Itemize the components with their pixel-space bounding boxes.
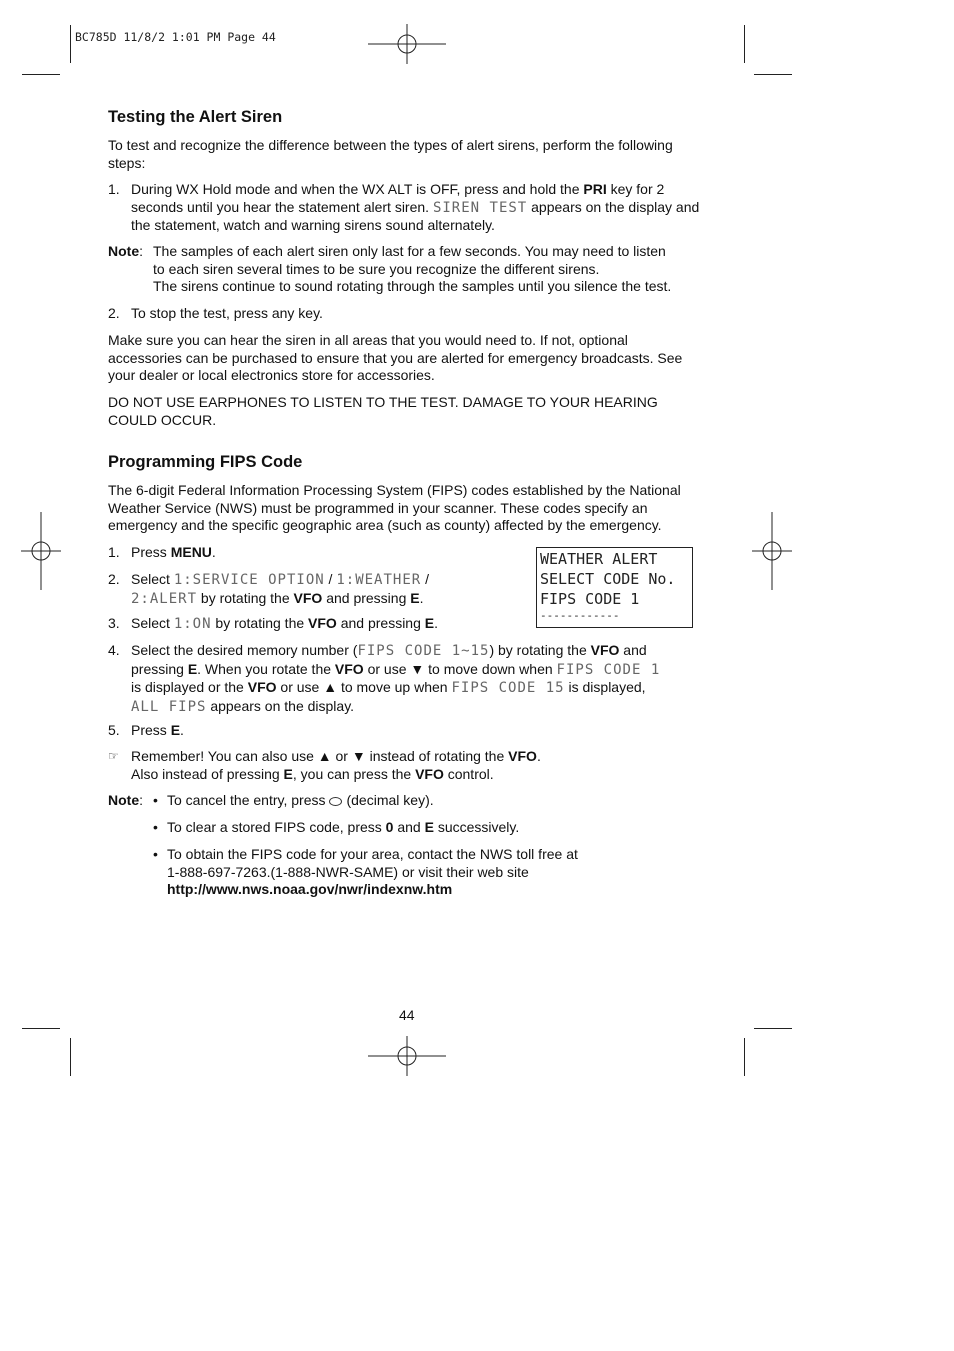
registration-mark-right	[752, 512, 792, 590]
fips-step-2: Select 1:SERVICE OPTION / 1:WEATHER / 2:ALERT by rotating the VFO and pressing E.	[131, 571, 429, 607]
lcd-line: WEATHER ALERT	[540, 550, 658, 568]
registration-mark-left	[21, 512, 61, 590]
siren-intro: To test and recognize the difference between the types of alert sirens, perform the following steps:	[108, 137, 673, 171]
bullet: •	[153, 792, 158, 808]
bullet: •	[153, 819, 158, 835]
crop-mark	[744, 25, 745, 63]
siren-step-2: To stop the test, press any key.	[131, 305, 323, 321]
section-title-siren: Testing the Alert Siren	[108, 108, 283, 126]
nws-web-link[interactable]: http://www.nws.noaa.gov/nwr/indexnw.htm	[167, 881, 453, 897]
siren-warning: DO NOT USE EARPHONES TO LISTEN TO THE TEST. DAMAGE TO YOUR HEARING COULD OCCUR.	[108, 394, 658, 428]
fips-step-1: Press MENU.	[131, 544, 216, 560]
step-number: 4.	[108, 642, 120, 658]
lcd-line: ------------	[540, 609, 620, 622]
fips-note-obtain: To obtain the FIPS code for your area, contact the NWS toll free at 1-888-697-7263.(1-888-NWR-SAME) or visit their web site http://www.nws.noaa.gov/nwr/indexnw.htm	[167, 846, 578, 897]
print-slug: BC785D 11/8/2 1:01 PM Page 44	[75, 30, 276, 44]
crop-mark	[754, 74, 792, 75]
step-number: 2.	[108, 305, 120, 321]
note-label: Note:	[108, 243, 144, 259]
crop-mark	[754, 1028, 792, 1029]
step-number: 3.	[108, 615, 120, 631]
registration-mark-bottom	[368, 1036, 446, 1076]
bullet: •	[153, 846, 158, 862]
crop-mark	[744, 1038, 745, 1076]
note-label: Note:	[108, 792, 144, 808]
step-number: 1.	[108, 181, 120, 197]
fips-step-4: Select the desired memory number (FIPS CODE 1~15) by rotating the VFO and pressing E. When you rotate the VFO or use ▼ to move down when FIPS CODE 1 is displayed or the VFO or use ▲ to move up when FIPS CODE 15 is displayed, ALL FIPS appears on the display.	[131, 642, 661, 715]
lcd-line: SELECT CODE No.	[540, 570, 676, 588]
step-number: 5.	[108, 722, 120, 738]
pointing-hand-icon: ☞	[108, 749, 119, 763]
step-number: 2.	[108, 571, 120, 587]
siren-accessories-paragraph: Make sure you can hear the siren in all areas that you would need to. If not, optional accessories can be purchased to ensure that you are alerted for emergency broadcasts. See your dealer or local electronics store for accessories.	[108, 332, 683, 383]
lcd-line: FIPS CODE 1	[540, 590, 640, 608]
crop-mark	[22, 74, 60, 75]
siren-note: The samples of each alert siren only last for a few seconds. You may need to listen to each siren several times to be sure you recognize the different sirens. The sirens continue to sound rotating through the samples until you silence the test.	[153, 243, 672, 294]
crop-mark	[70, 1038, 71, 1076]
step-number: 1.	[108, 544, 120, 560]
section-title-fips: Programming FIPS Code	[108, 453, 303, 471]
fips-step-5: Press E.	[131, 722, 184, 738]
fips-note-clear: To clear a stored FIPS code, press 0 and E successively.	[167, 819, 520, 835]
decimal-key-icon	[329, 797, 342, 806]
siren-step-1: During WX Hold mode and when the WX ALT is OFF, press and hold the PRI key for 2 seconds until you hear the statement alert siren. SIREN TEST appears on the display and the statement, watch and warning sirens sound alternately.	[131, 181, 700, 233]
fips-step-3: Select 1:ON by rotating the VFO and pressing E.	[131, 615, 439, 632]
lcd-text: SIREN TEST	[432, 199, 528, 216]
crop-mark	[70, 25, 71, 63]
lcd-display	[536, 547, 693, 628]
page-number: 44	[399, 1007, 415, 1023]
fips-note-cancel: To cancel the entry, press (decimal key).	[167, 792, 434, 808]
fips-remember: Remember! You can also use ▲ or ▼ instead of rotating the VFO. Also instead of pressing E, you can press the VFO control.	[131, 748, 541, 782]
registration-mark-top	[368, 24, 446, 64]
fips-intro: The 6-digit Federal Information Processing System (FIPS) codes established by the National Weather Service (NWS) must be programmed in your scanner. These codes specify an emergency and the specific geographic area (such as county) affected by the emergency.	[108, 482, 681, 533]
crop-mark	[22, 1028, 60, 1029]
